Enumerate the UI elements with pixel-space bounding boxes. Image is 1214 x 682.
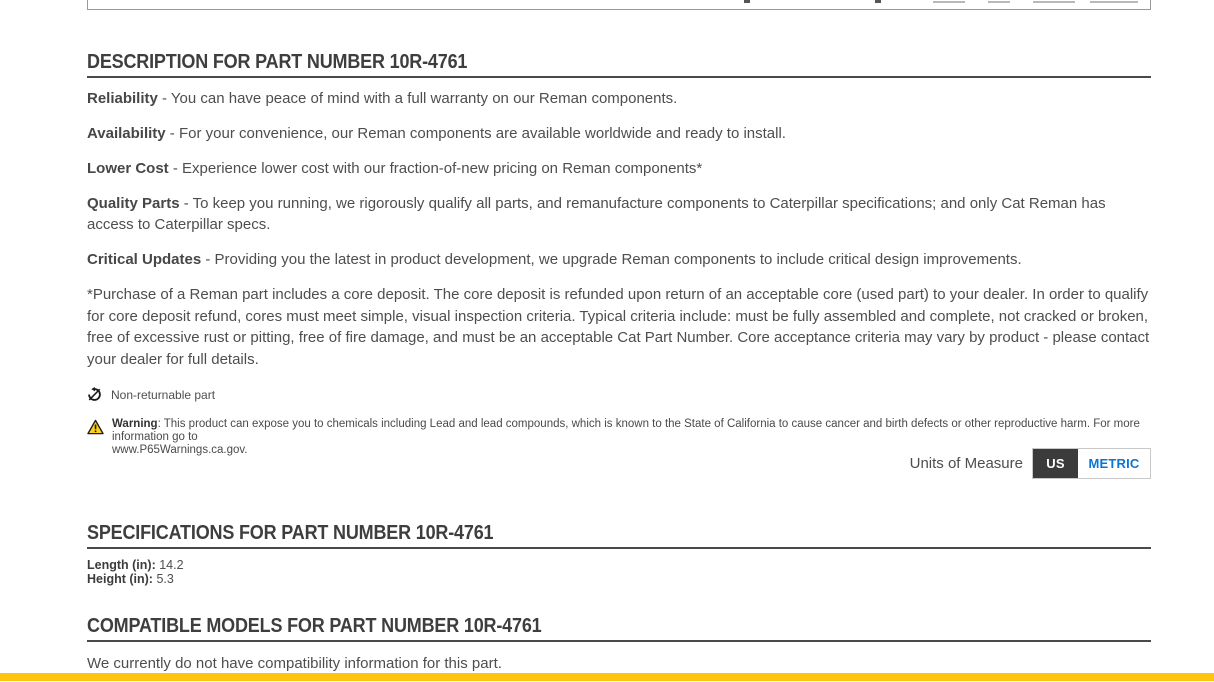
units-of-measure-label: Units of Measure xyxy=(909,455,1023,472)
toolbar-text-fragment xyxy=(988,1,1010,3)
feature-paragraph-critical-updates xyxy=(87,249,1151,270)
specifications-list xyxy=(87,558,1151,586)
compatibility-message: We currently do not have compatibility information for this part. xyxy=(87,655,502,672)
non-returnable-label: Non-returnable part xyxy=(111,387,216,402)
spec-row-length xyxy=(87,558,1151,572)
toolbar-text-fragment xyxy=(1033,1,1075,3)
feature-paragraph-quality-parts xyxy=(87,193,1151,235)
warning-lead: Warning xyxy=(112,418,158,430)
units-toggle xyxy=(1032,448,1151,479)
compatible-models-section-title: COMPATIBLE MODELS FOR PART NUMBER 10R-4761 xyxy=(87,613,1151,642)
core-deposit-disclaimer: *Purchase of a Reman part includes a core deposit. The core deposit is refunded upon return of an acceptable core (used part) to your dealer. In order to qualify for core deposit refund, cores must meet simple, visual inspection criteria. Typical criteria include: must be fully assembled and complete, not cracked or broken, free of excessive rust or pitting, free of fire damage, and must be an acceptable Cat Part Number. Core acceptance criteria may vary by product - please contact your dealer for full details. xyxy=(87,286,1150,368)
feature-paragraph-reliability xyxy=(87,88,1151,109)
part-detail-page xyxy=(87,10,1151,674)
feature-paragraph-lower-cost xyxy=(87,158,1151,179)
feature-text: - Experience lower cost with our fraction-of-new pricing on Reman components* xyxy=(168,160,703,177)
feature-text: - To keep you running, we rigorously qualify all parts, and remanufacture components to Caterpillar specifications; and only Cat Reman has access to Caterpillar specs. xyxy=(87,195,1106,233)
units-of-measure-row xyxy=(87,448,1151,479)
description-section-title: DESCRIPTION FOR PART NUMBER 10R-4761 xyxy=(87,49,1151,78)
spec-value: 14.2 xyxy=(159,558,184,572)
non-returnable-row xyxy=(87,387,1151,402)
units-us-button[interactable]: US xyxy=(1033,449,1078,478)
toolbar-icon-fragment xyxy=(744,0,750,3)
feature-lead: Reliability xyxy=(87,90,158,107)
feature-text: - For your convenience, our Reman components are available worldwide and ready to install. xyxy=(165,125,786,142)
feature-lead: Critical Updates xyxy=(87,251,202,268)
spec-label: Length (in): xyxy=(87,558,156,572)
feature-paragraph-availability xyxy=(87,123,1151,144)
feature-lead: Availability xyxy=(87,125,166,142)
feature-text: - Providing you the latest in product development, we upgrade Reman components to include critical design improvements. xyxy=(201,251,1022,268)
warning-triangle-icon xyxy=(87,419,104,435)
feature-lead: Quality Parts xyxy=(87,195,180,212)
sticky-toolbar-cutoff xyxy=(87,0,1151,10)
spec-row-height xyxy=(87,572,1151,586)
footer-yellow-bar xyxy=(0,673,1214,681)
feature-text: - You can have peace of mind with a full warranty on our Reman components. xyxy=(157,90,678,107)
units-metric-button[interactable]: METRIC xyxy=(1078,449,1150,478)
warning-body: : This product can expose you to chemicals including Lead and lead compounds, which is known to the State of California to cause cancer and birth defects or other reproductive harm. For more information go to xyxy=(112,418,1140,443)
toolbar-text-fragment xyxy=(933,1,965,3)
toolbar-icon-fragment xyxy=(875,0,881,3)
warning-link[interactable]: www.P65Warnings.ca.gov. xyxy=(112,444,248,456)
toolbar-text-fragment xyxy=(1090,1,1138,3)
no-return-icon xyxy=(87,387,102,402)
spec-label: Height (in): xyxy=(87,572,153,586)
specifications-section-title: SPECIFICATIONS FOR PART NUMBER 10R-4761 xyxy=(87,520,1151,549)
spec-value: 5.3 xyxy=(156,572,174,586)
feature-lead: Lower Cost xyxy=(87,160,169,177)
